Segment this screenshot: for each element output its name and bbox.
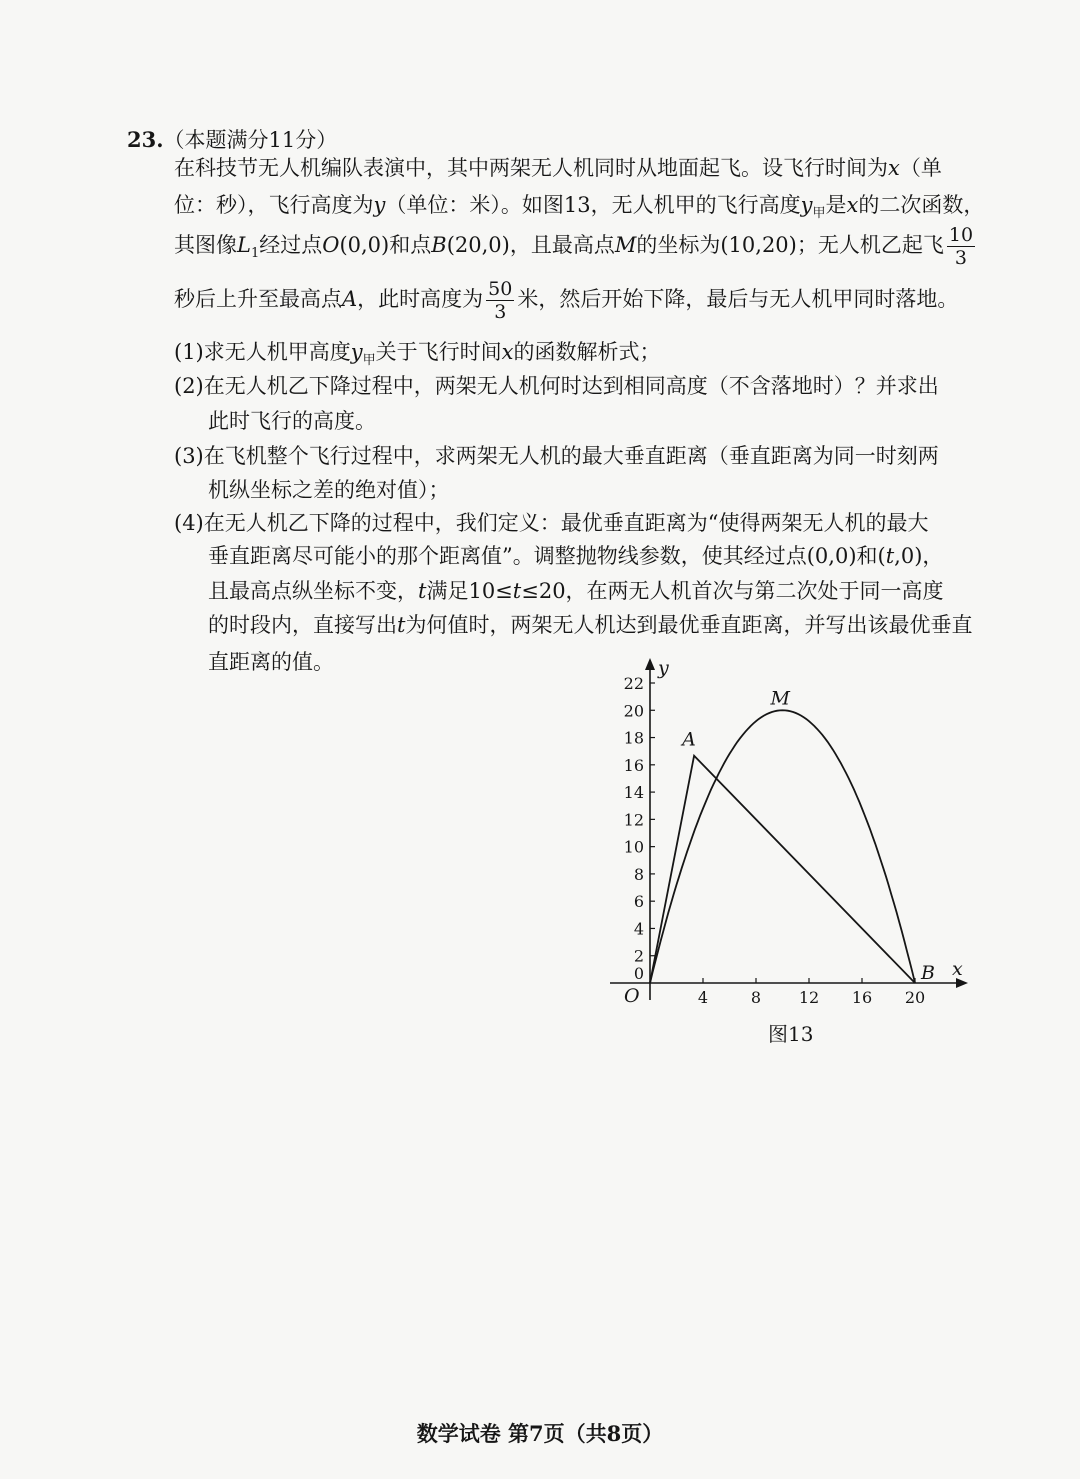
y-axis-arrow xyxy=(645,658,655,670)
x-tick-label: 20 xyxy=(904,988,926,1007)
part-4-line-3: 且最高点纵坐标不变，t满足10≤t≤20，在两无人机首次与第二次处于同一高度 xyxy=(208,579,944,603)
x-tick-label: 4 xyxy=(697,988,709,1007)
question-score: （本题满分11分） xyxy=(163,128,338,152)
intro-line-3: 其图像$L_1$经过点O(0,0)和点B(20,0)，且最高点M的坐标为(10,20)；无人机乙起飞 $\frac{10}{3}$ xyxy=(174,224,974,269)
part-1: (1)求无人机甲高度$y_甲$关于飞行时间x的函数解析式； xyxy=(174,340,661,369)
y-tick-label: 8 xyxy=(633,864,644,884)
x-tick-label: 8 xyxy=(750,988,762,1007)
origin-label: O xyxy=(624,985,640,1007)
y-tick-label: 20 xyxy=(623,701,644,721)
y-tick-label: 22 xyxy=(623,674,644,693)
x-axis-label: x xyxy=(952,958,963,980)
x-tick-label: 12 xyxy=(798,988,820,1007)
x-tick-label: 16 xyxy=(851,988,873,1007)
y-tick-label: 16 xyxy=(623,755,644,775)
y-tick-label: 4 xyxy=(633,919,644,939)
y-axis-label: y xyxy=(658,657,669,679)
intro-line-2: 位：秒），飞行高度为y（单位：米）。如图13，无人机甲的飞行高度$y_甲$是x的二次函数， xyxy=(174,193,985,222)
figure-13-graph xyxy=(600,650,980,1020)
page-footer: 数学试卷 第7页（共8页） xyxy=(416,1421,664,1446)
point-label-B: B xyxy=(921,962,935,984)
drone-b-path xyxy=(650,756,915,983)
part-4-line-4: 的时段内，直接写出t为何值时，两架无人机达到最优垂直距离，并写出该最优垂直 xyxy=(208,613,973,637)
part-4-line-2: 垂直距离尽可能小的那个距离值”。调整抛物线参数，使其经过点(0,0)和(t,0)， xyxy=(208,544,944,568)
part-3-line-1: (3)在飞机整个飞行过程中，求两架无人机的最大垂直距离（垂直距离为同一时刻两 xyxy=(174,444,939,468)
part-2-line-1: (2)在无人机乙下降过程中，两架无人机何时达到相同高度（不含落地时）？并求出 xyxy=(174,374,939,398)
point-label-M: M xyxy=(770,687,790,710)
question-number: 23. xyxy=(127,127,164,152)
y-tick-label: 14 xyxy=(623,783,644,803)
intro-line-4: 秒后上升至最高点A，此时高度为 $\frac{50}{3}$ 米，然后开始下降，最后与无人机甲同时落地。 xyxy=(174,278,959,323)
fraction-10-3: $\frac{10}{3}$ xyxy=(948,224,974,269)
question-header xyxy=(127,124,337,154)
y-tick-label: 0 xyxy=(633,964,644,983)
y-tick-label: 18 xyxy=(623,728,644,748)
intro-line-1: 在科技节无人机编队表演中，其中两架无人机同时从地面起飞。设飞行时间为x（单 xyxy=(174,156,942,180)
y-tick-label: 10 xyxy=(623,837,644,857)
part-4-line-5: 直距离的值。 xyxy=(208,650,334,674)
part-3-line-2: 机纵坐标之差的绝对值）； xyxy=(208,478,450,502)
y-tick-label: 12 xyxy=(623,810,644,830)
part-4-line-1: (4)在无人机乙下降的过程中，我们定义：最优垂直距离为“使得两架无人机的最大 xyxy=(174,511,929,535)
point-label-A: A xyxy=(682,728,696,751)
figure-caption: 图13 xyxy=(768,1022,814,1046)
y-tick-label: 2 xyxy=(633,946,644,966)
part-2-line-2: 此时飞行的高度。 xyxy=(208,409,376,433)
y-tick-label: 6 xyxy=(633,892,644,912)
fraction-50-3: $\frac{50}{3}$ xyxy=(488,278,513,323)
